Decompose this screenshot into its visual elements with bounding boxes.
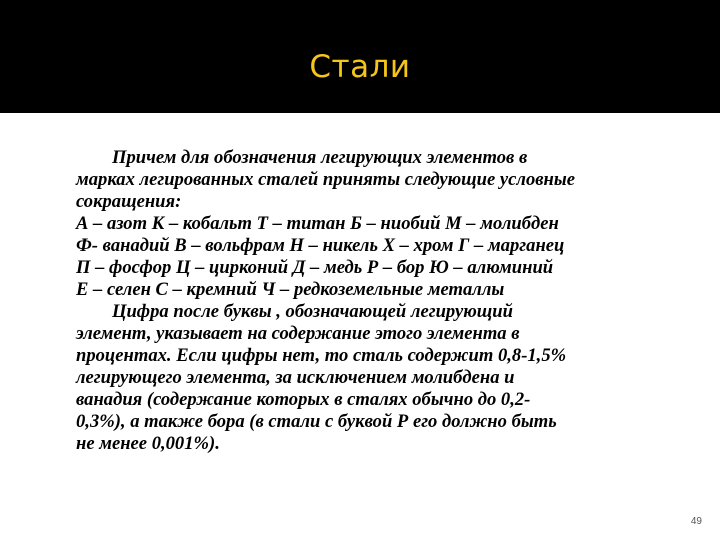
body-line: 0,3%), а также бора (в стали с буквой Р его должно быть <box>76 411 557 432</box>
body-line: Ф- ванадий В – вольфрам Н – никель Х – хром Г – марганец <box>76 235 565 256</box>
body-line: легирующего элемента, за исключением молибдена и <box>76 367 515 388</box>
body-line: марках легированных сталей приняты следующие условные <box>76 169 576 190</box>
body-line: П – фосфор Ц – цирконий Д – медь Р – бор Ю – алюминий <box>76 257 554 278</box>
slide-body-text <box>76 147 716 455</box>
body-line: элемент, указывает на содержание этого элемента в <box>76 323 520 344</box>
body-line: процентах. Если цифры нет, то сталь содержит 0,8-1,5% <box>76 345 567 366</box>
title-bar <box>0 0 720 113</box>
body-line: не менее 0,001%). <box>76 433 220 454</box>
body-line: ванадия (содержание которых в сталях обычно до 0,2- <box>76 389 531 410</box>
body-line: Причем для обозначения легирующих элементов в <box>112 147 528 168</box>
slide-title: Стали <box>309 49 411 85</box>
body-line: сокращения: <box>76 191 182 212</box>
body-line: Цифра после буквы , обозначающей легирующий <box>112 301 513 322</box>
page-number: 49 <box>690 516 702 527</box>
body-line: А – азот К – кобальт Т – титан Б – ниобий М – молибден <box>76 213 559 234</box>
body-line: Е – селен С – кремний Ч – редкоземельные металлы <box>76 279 505 300</box>
